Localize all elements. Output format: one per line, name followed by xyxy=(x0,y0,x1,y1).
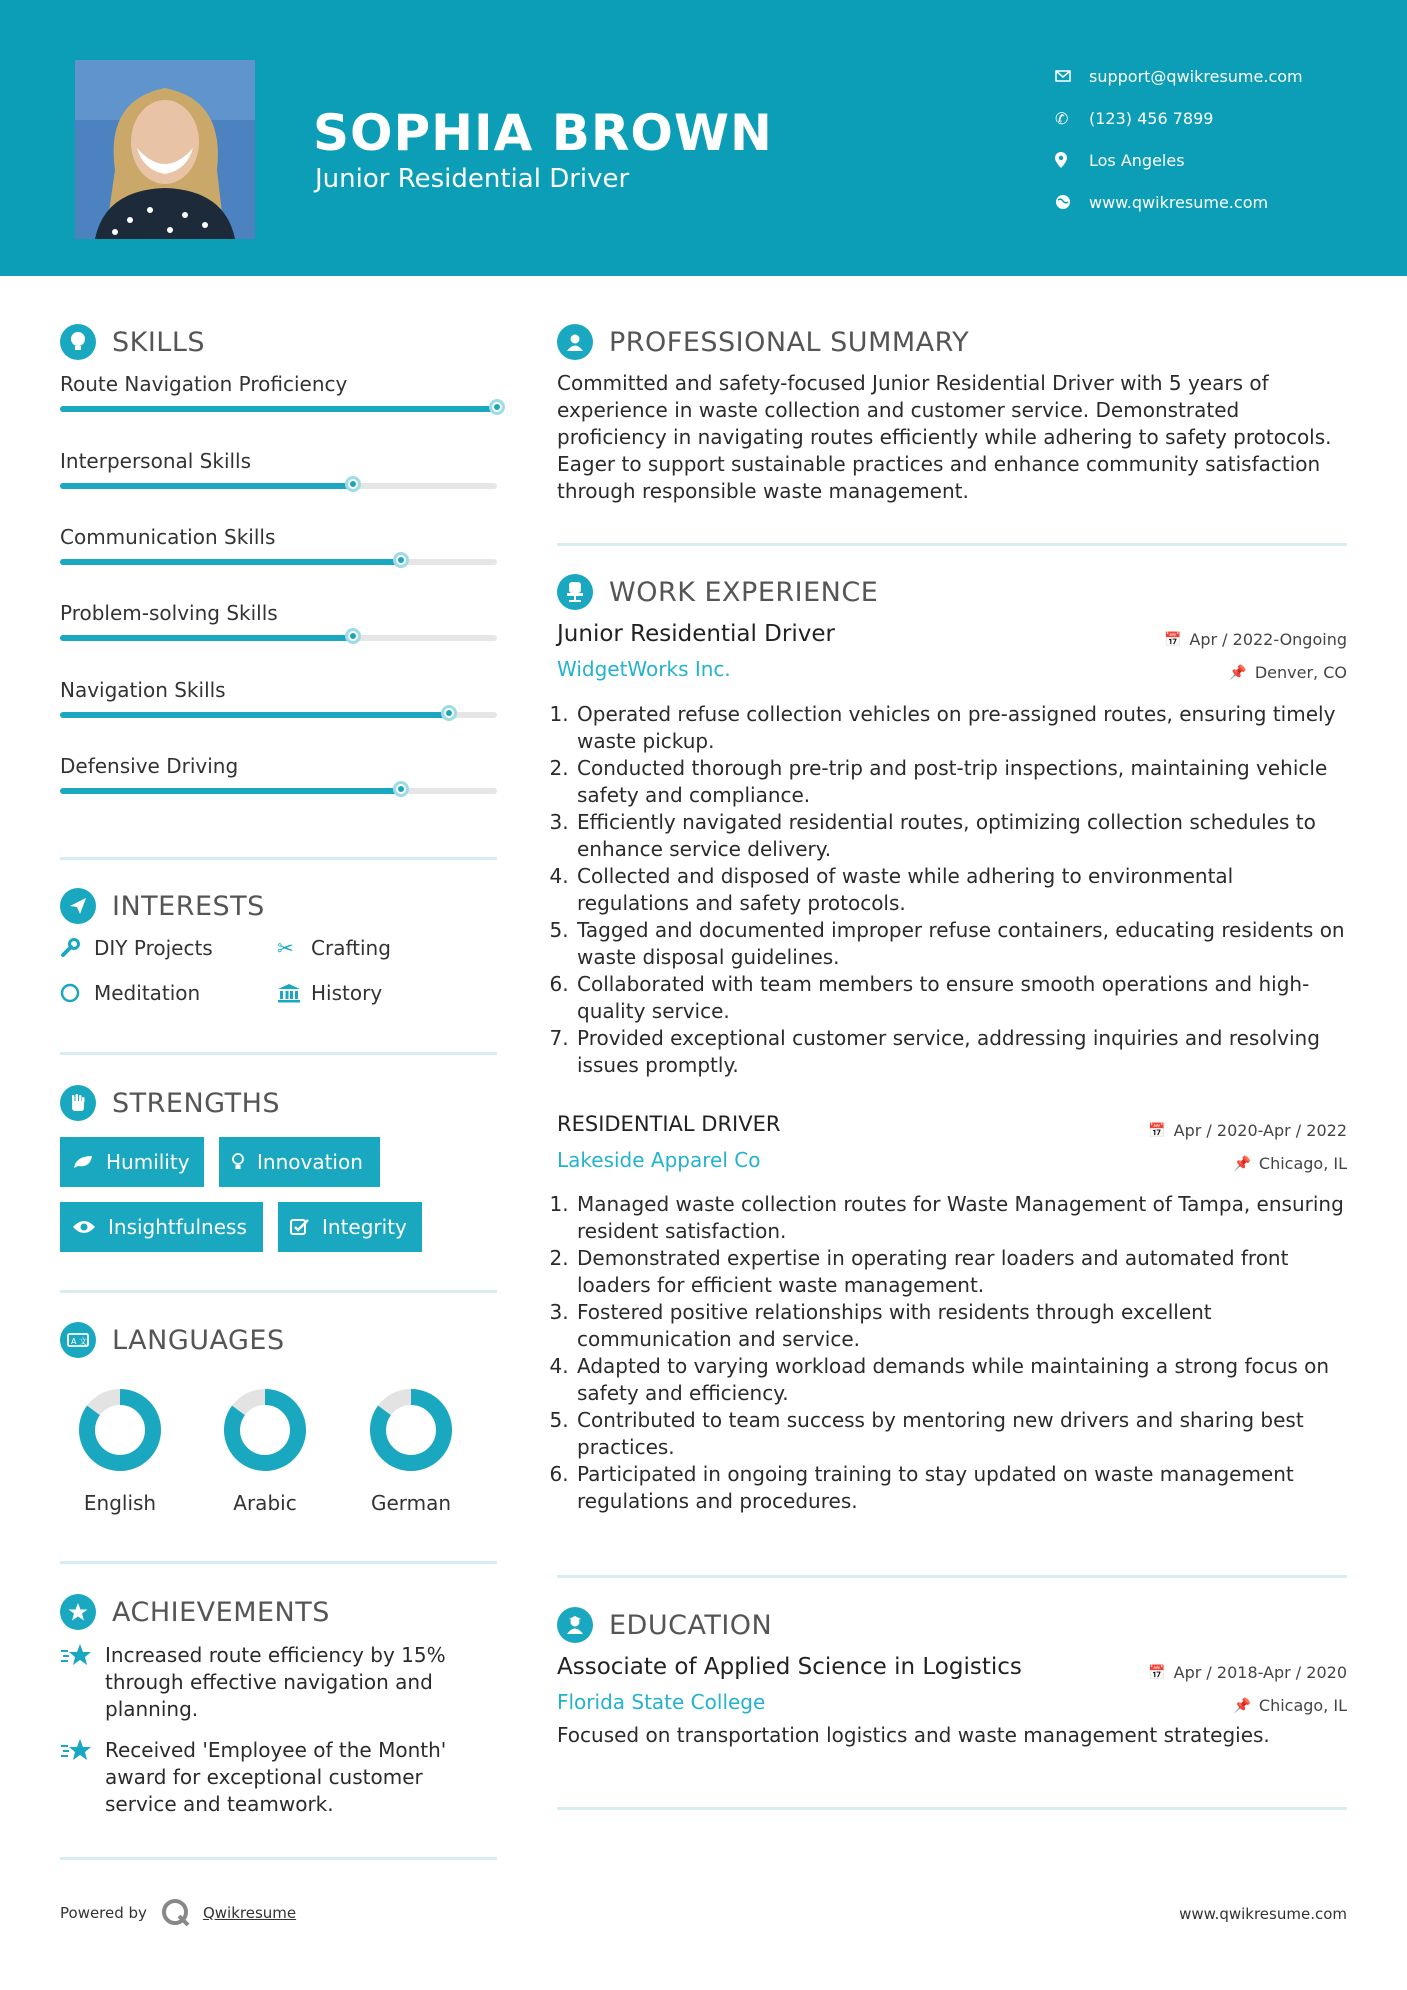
job-dates xyxy=(1164,630,1347,649)
responsibility-item: 1. Managed waste collection routes for Waste Management of Tampa, ensuring resident satisfaction. xyxy=(575,1191,1347,1245)
summary-text: Committed and safety-focused Junior Residential Driver with 5 years of experience in waste collection and customer service. Demonstrated proficiency in navigating routes efficiently while adhering to safety protocols. Eager to support sustainable practices and enhance community satisfaction through responsible waste management. xyxy=(557,371,1332,503)
responsibility-item: 2. Conducted thorough pre-trip and post-trip inspections, maintaining vehicle safety and compliance. xyxy=(575,755,1347,809)
interests-title: INTERESTS xyxy=(112,890,265,922)
star-badge-icon xyxy=(60,1594,96,1630)
skill-bar-knob xyxy=(489,399,505,415)
language-label: German xyxy=(370,1491,452,1515)
contact-phone-text: (123) 456 7899 xyxy=(1089,108,1214,128)
education-dates xyxy=(1148,1663,1347,1682)
job-dates xyxy=(1148,1121,1347,1140)
responsibility-item: 7. Provided exceptional customer service, addressing inquiries and resolving issues promptly. xyxy=(575,1025,1347,1079)
interest-item xyxy=(60,981,200,1005)
eye-icon xyxy=(72,1219,96,1235)
paper-plane-icon xyxy=(60,888,96,924)
interest-label: Crafting xyxy=(311,936,391,960)
education-location-text: Chicago, IL xyxy=(1258,1696,1347,1715)
strength-label: Humility xyxy=(106,1150,190,1174)
skill-bar-fill xyxy=(60,483,353,489)
education-degree: Associate of Applied Science in Logistics xyxy=(557,1654,1022,1680)
skill-bar-knob xyxy=(345,628,361,644)
calendar-icon: 📅 xyxy=(1148,1122,1166,1139)
achievements-section-header xyxy=(60,1592,497,1632)
responsibility-item: 2. Demonstrated expertise in operating rear loaders and automated front loaders for efficient waste management. xyxy=(575,1245,1347,1299)
skill-item xyxy=(60,449,497,473)
education-dates-text: Apr / 2018-Apr / 2020 xyxy=(1173,1663,1347,1682)
footer-powered-by xyxy=(60,1898,296,1928)
languages-section-header xyxy=(60,1320,497,1360)
lightbulb-icon xyxy=(60,324,96,360)
job-responsibilities xyxy=(557,701,1347,1079)
responsibility-item: 1. Operated refuse collection vehicles on pre-assigned routes, ensuring timely waste pickup. xyxy=(575,701,1347,755)
skill-bar xyxy=(60,712,497,718)
checkbox-icon xyxy=(290,1218,310,1236)
interest-label: Meditation xyxy=(94,981,201,1005)
strengths-section-header xyxy=(60,1083,497,1123)
strength-label: Integrity xyxy=(322,1215,407,1239)
skill-bar-fill xyxy=(60,712,449,718)
job-location xyxy=(1233,1154,1347,1173)
leaf-icon xyxy=(72,1154,94,1170)
responsibility-item: 4. Adapted to varying workload demands while maintaining a strong focus on safety and efficiency. xyxy=(575,1353,1347,1407)
section-divider xyxy=(60,1290,497,1293)
skill-label: Interpersonal Skills xyxy=(60,449,252,473)
contact-list xyxy=(1055,55,1395,223)
candidate-name: SOPHIA BROWN xyxy=(313,104,773,162)
education-location xyxy=(1233,1696,1347,1715)
skill-bar-knob xyxy=(393,781,409,797)
strength-tag xyxy=(219,1137,380,1187)
skill-bar-fill xyxy=(60,635,353,641)
calendar-icon: 📅 xyxy=(1163,631,1182,648)
skill-label: Problem-solving Skills xyxy=(60,601,278,625)
interest-label: DIY Projects xyxy=(94,936,213,960)
pin-icon: 📌 xyxy=(1229,664,1247,681)
map-pin-icon xyxy=(1055,152,1089,168)
skill-item xyxy=(60,525,497,549)
contact-location xyxy=(1055,139,1395,181)
job-company: WidgetWorks Inc. xyxy=(557,657,731,681)
hand-icon xyxy=(60,1085,96,1121)
pin-icon: 📌 xyxy=(1233,1155,1251,1172)
section-divider xyxy=(557,543,1347,546)
skill-bar xyxy=(60,559,497,565)
skill-item xyxy=(60,754,497,778)
brand-link[interactable]: Qwikresume xyxy=(202,1904,297,1922)
contact-email-text: support@qwikresume.com xyxy=(1089,66,1303,86)
skill-label: Route Navigation Proficiency xyxy=(60,372,348,396)
section-divider xyxy=(60,1857,497,1860)
education-school: Florida State College xyxy=(557,1690,766,1714)
contact-location-text: Los Angeles xyxy=(1089,150,1185,170)
skill-bar-fill xyxy=(60,788,401,794)
skill-item xyxy=(60,372,497,396)
lightbulb-icon xyxy=(231,1153,245,1171)
language-label: Arabic xyxy=(233,1491,297,1515)
language-item xyxy=(190,1385,340,1515)
job-entry-header xyxy=(557,1112,1347,1172)
strength-label: Innovation xyxy=(257,1150,363,1174)
skill-bar-fill xyxy=(60,406,497,412)
user-icon xyxy=(557,324,593,360)
section-divider xyxy=(557,1807,1347,1810)
language-item xyxy=(45,1385,195,1515)
responsibility-item: 6. Collaborated with team members to ensure smooth operations and high-quality service. xyxy=(575,971,1347,1025)
star-icon xyxy=(60,1737,105,1818)
skills-title: SKILLS xyxy=(112,326,206,358)
skill-bar-knob xyxy=(345,476,361,492)
responsibility-item: 5. Contributed to team success by mentoring new drivers and sharing best practices. xyxy=(575,1407,1347,1461)
section-divider xyxy=(60,857,497,860)
responsibility-list xyxy=(557,701,1347,1079)
interest-item xyxy=(277,936,391,960)
responsibility-item: 6. Participated in ongoing training to stay updated on waste management regulations and procedures. xyxy=(575,1461,1347,1515)
job-dates-text: Apr / 2020-Apr / 2022 xyxy=(1173,1121,1347,1140)
responsibility-item: 4. Collected and disposed of waste while adhering to environmental regulations and safety protocols. xyxy=(575,863,1347,917)
interest-item xyxy=(277,981,382,1005)
achievement-text: Received 'Employee of the Month' award for exceptional customer service and teamwork. xyxy=(105,1738,447,1816)
language-donut xyxy=(75,1385,165,1475)
summary-title: PROFESSIONAL SUMMARY xyxy=(609,326,970,358)
skill-bar-fill xyxy=(60,559,401,565)
education-title: EDUCATION xyxy=(609,1609,773,1641)
job-location-text: Chicago, IL xyxy=(1258,1154,1347,1173)
responsibility-list xyxy=(557,1191,1347,1515)
skill-bar-knob xyxy=(393,552,409,568)
skill-bar-knob xyxy=(441,705,457,721)
strength-tag xyxy=(60,1202,263,1252)
envelope-icon xyxy=(1055,70,1089,82)
education-entry xyxy=(557,1654,1347,1754)
skill-bar xyxy=(60,483,497,489)
language-label: English xyxy=(83,1491,157,1515)
languages-title: LANGUAGES xyxy=(112,1324,285,1356)
achievement-item xyxy=(60,1642,497,1723)
job-title: Junior Residential Driver xyxy=(557,621,835,647)
interest-item xyxy=(60,936,213,960)
responsibility-item: 3. Efficiently navigated residential routes, optimizing collection schedules to enhance service delivery. xyxy=(575,809,1347,863)
strength-tag xyxy=(278,1202,422,1252)
interests-section-header xyxy=(60,886,497,926)
section-divider xyxy=(60,1561,497,1564)
strength-label: Insightfulness xyxy=(108,1215,247,1239)
chair-icon xyxy=(557,574,593,610)
job-entry-header xyxy=(557,621,1347,681)
circle-icon xyxy=(60,983,94,1003)
skills-section-header xyxy=(60,322,497,362)
section-divider xyxy=(557,1575,1347,1578)
calendar-icon: 📅 xyxy=(1148,1664,1166,1681)
language-item xyxy=(336,1385,486,1515)
profile-photo xyxy=(75,60,255,239)
skill-bar xyxy=(60,635,497,641)
strengths-title: STRENGTHS xyxy=(112,1087,281,1119)
interest-label: History xyxy=(311,981,383,1005)
skill-label: Defensive Driving xyxy=(60,754,239,778)
skill-item xyxy=(60,678,497,702)
achievement-item xyxy=(60,1737,497,1818)
strength-tag xyxy=(60,1137,204,1187)
responsibility-item: 3. Fostered positive relationships with residents through excellent communication and service. xyxy=(575,1299,1347,1353)
candidate-title: Junior Residential Driver xyxy=(315,164,630,194)
achievement-text: Increased route efficiency by 15% through effective navigation and planning. xyxy=(105,1643,446,1721)
summary-section xyxy=(557,322,1347,505)
skill-bar xyxy=(60,406,497,412)
achievements-title: ACHIEVEMENTS xyxy=(112,1596,330,1628)
powered-by-label: Powered by xyxy=(60,1904,147,1922)
translate-icon xyxy=(60,1322,96,1358)
globe-icon xyxy=(1055,194,1089,210)
svg-text:A: A xyxy=(71,1337,77,1346)
phone-icon: ✆ xyxy=(1055,108,1069,128)
contact-phone[interactable] xyxy=(1055,97,1395,139)
education-section xyxy=(557,1605,1347,1645)
skill-label: Navigation Skills xyxy=(60,678,226,702)
language-donut xyxy=(366,1385,456,1475)
contact-website[interactable] xyxy=(1055,181,1395,223)
skill-label: Communication Skills xyxy=(60,525,276,549)
footer-url[interactable]: www.qwikresume.com xyxy=(1179,1905,1347,1923)
section-divider xyxy=(60,1052,497,1055)
skill-bar xyxy=(60,788,497,794)
qwikresume-logo-icon xyxy=(161,1898,191,1928)
job-responsibilities xyxy=(557,1191,1347,1515)
star-icon xyxy=(60,1642,105,1723)
job-dates-text: Apr / 2022-Ongoing xyxy=(1189,630,1347,649)
wrench-icon xyxy=(60,938,94,958)
education-description: Focused on transportation logistics and waste management strategies. xyxy=(557,1723,1270,1747)
responsibility-item: 5. Tagged and documented improper refuse containers, educating residents on waste disposal guidelines. xyxy=(575,917,1347,971)
experience-section xyxy=(557,572,1347,612)
svg-text:文: 文 xyxy=(79,1337,87,1346)
language-donut xyxy=(220,1385,310,1475)
job-location-text: Denver, CO xyxy=(1254,663,1347,682)
resume-header xyxy=(0,0,1407,276)
experience-title: WORK EXPERIENCE xyxy=(609,576,879,608)
contact-website-text: www.qwikresume.com xyxy=(1089,192,1269,212)
job-title: RESIDENTIAL DRIVER xyxy=(557,1112,781,1136)
skill-item xyxy=(60,601,497,625)
bank-icon xyxy=(277,983,311,1003)
contact-email[interactable] xyxy=(1055,55,1395,97)
pin-icon: 📌 xyxy=(1233,1697,1251,1714)
job-location xyxy=(1229,663,1347,682)
scissors-icon: ✂ xyxy=(277,936,294,960)
job-company: Lakeside Apparel Co xyxy=(557,1148,761,1172)
graduate-icon xyxy=(557,1607,593,1643)
